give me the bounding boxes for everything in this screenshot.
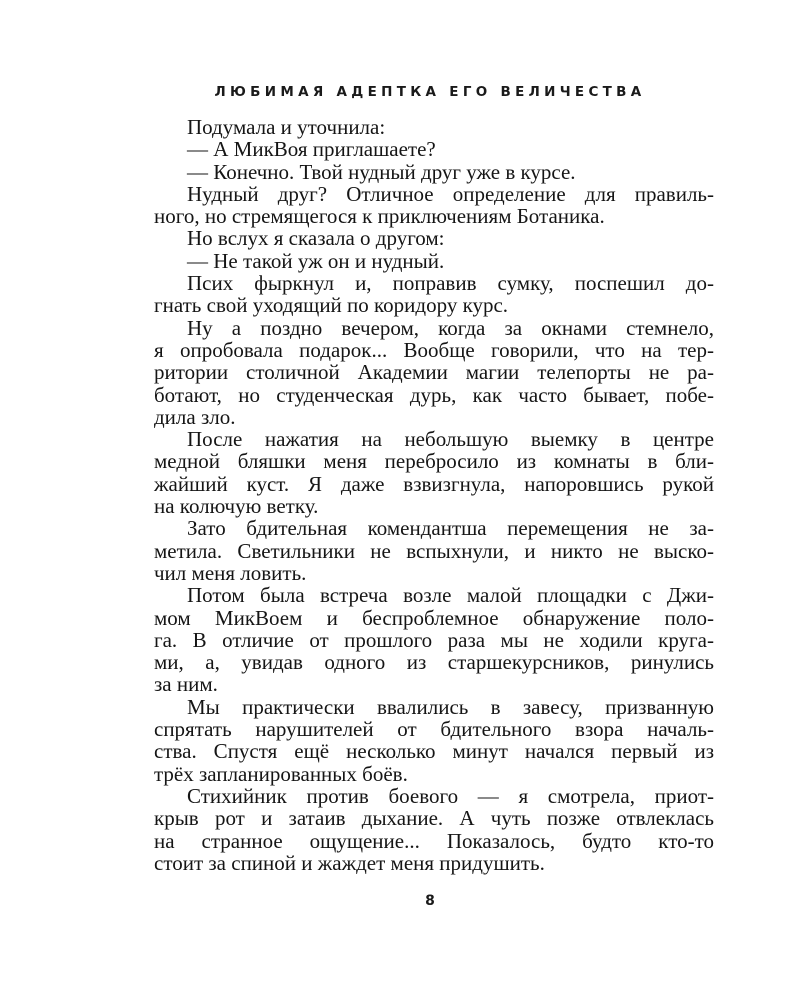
text-line: стоит за спиной и жаждет меня придушить. [154, 850, 545, 875]
text-line: ного, но стремящегося к приключениям Ботаника. [154, 204, 605, 229]
text-line: метила. Светильники не вспыхнули, и никто не выско- [154, 538, 714, 563]
text-line: Нудный друг? Отличное определение для правиль- [187, 181, 714, 206]
text-line: гнать свой уходящий по коридору курс. [154, 293, 509, 318]
body-text [154, 116, 714, 874]
text-line: — Конечно. Твой нудный друг уже в курсе. [187, 159, 576, 184]
text-line: Ну а поздно вечером, когда за окнами стемнело, [187, 315, 714, 340]
text-line: — А МикВоя приглашаете? [187, 137, 436, 162]
text-line: ми, а, увидав одного из старшекурсников, ринулись [154, 650, 714, 675]
text-line: на странное ощущение... Показалось, будто кто-то [154, 828, 714, 853]
text-line: Подумала и уточнила: [187, 115, 386, 139]
text-line: крыв рот и затаив дыхание. А чуть позже отвлеклась [154, 806, 714, 831]
text-line: Мы практически ввалились в завесу, призванную [187, 694, 714, 719]
text-line: — Не такой уж он и нудный. [187, 248, 445, 273]
page-number: 8 [425, 893, 435, 909]
text-line: Потом была встреча возле малой площадки с Джи- [187, 583, 714, 608]
text-line: жайший куст. Я даже взвизгнула, напоровшись рукой [154, 471, 714, 496]
text-line: за ним. [154, 672, 218, 697]
text-line: трёх запланированных боёв. [154, 761, 408, 786]
text-line: на колючую ветку. [154, 494, 319, 519]
text-line: спрятать нарушителей от бдительного взора началь- [154, 717, 714, 742]
text-line: дила зло. [154, 404, 236, 429]
text-line: ритории столичной Академии магии телепорты не ра- [154, 360, 714, 385]
text-line: медной бляшки меня перебросило из комнаты в бли- [154, 449, 714, 474]
text-line: чил меня ловить. [154, 560, 307, 585]
text-line: Псих фыркнул и, поправив сумку, поспешил до- [187, 271, 714, 296]
text-line: я опробовала подарок... Вообще говорили, что на тер- [154, 337, 714, 362]
text-line: га. В отличие от прошлого раза мы не ходили круга- [154, 627, 714, 652]
text-line: Стихийник против боевого — я смотрела, приот- [187, 783, 714, 808]
running-header: ЛЮБИМАЯ АДЕПТКА ЕГО ВЕЛИЧЕСТВА [214, 84, 646, 100]
text-line: ства. Спустя ещё несколько минут начался первый из [154, 739, 714, 764]
text-line: Но вслух я сказала о другом: [187, 226, 445, 251]
text-line: ботают, но студенческая дурь, как часто бывает, побе- [154, 382, 714, 407]
text-line: После нажатия на небольшую выемку в центре [187, 427, 714, 452]
text-line: мом МикВоем и беспроблемное обнаружение поло- [154, 605, 714, 630]
text-line: Зато бдительная комендантша перемещения не за- [187, 516, 714, 541]
